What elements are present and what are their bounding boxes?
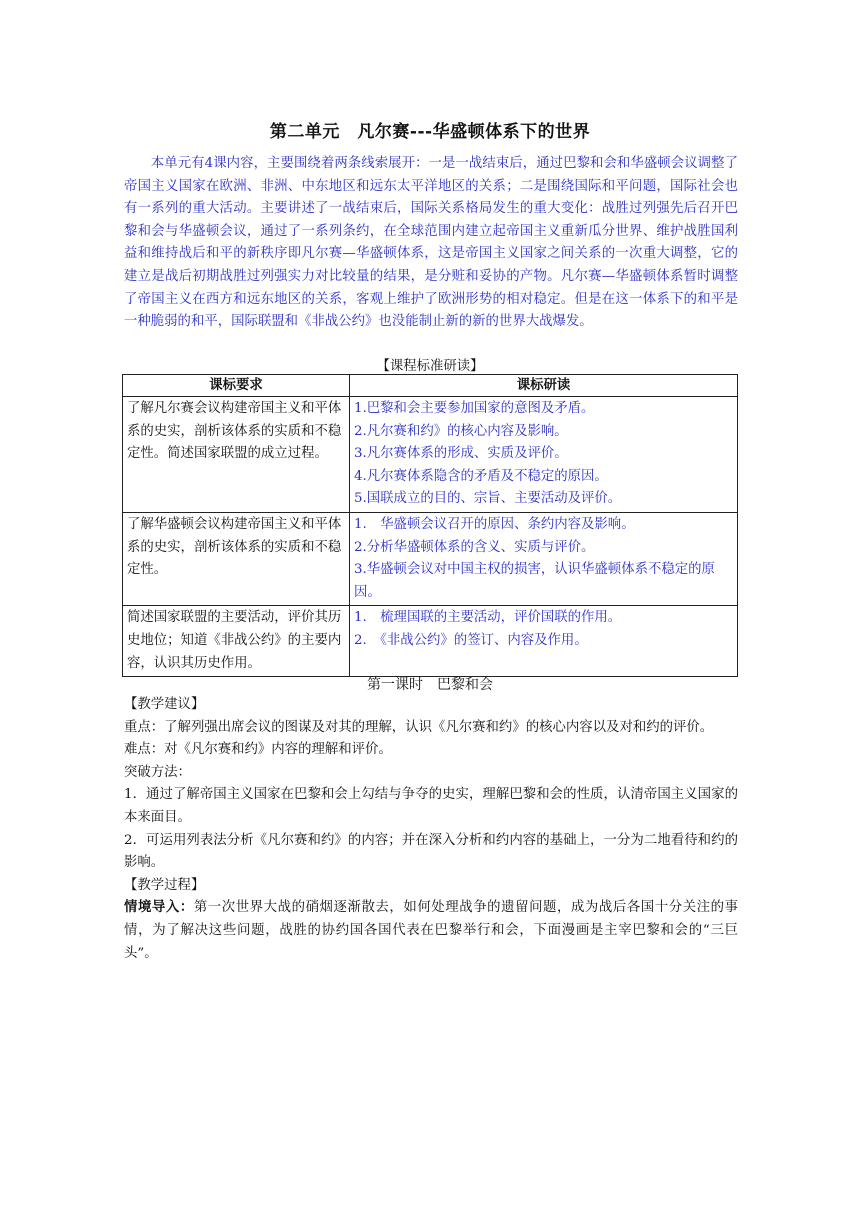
study-item: 1. 华盛顿会议召开的原因、条约内容及影响。 (354, 516, 635, 532)
study-item: 1. 梳理国联的主要活动，评价国联的作用。 (354, 610, 622, 626)
unit-introduction: 本单元有4课内容，主要围绕着两条线索展开：一是一战结束后，通过巴黎和会和华盛顿会议调整了帝国主义国家在欧洲、非洲、中东地区和远东太平洋地区的关系；二是围绕国际和平问题，国际社会也有一系列的重大活动。主要讲述了一战结束后，国际关系格局发生的重大变化：战胜过列强先后召开巴黎和会与华盛顿会议，通过了一系列条约，在全球范围内建立起帝国主义重新瓜分世界、维护战胜国利益和维持战后和平的新秩序即凡尔赛—华盛顿体系，这是帝国主义国家之间关系的一次重大调整，它的建立是战后初期战胜过列强实力对比较量的结果，是分赃和妥协的产物。凡尔赛—华盛顿体系暂时调整了帝国主义在西方和远东地区的关系，客观上维护了欧洲形势的相对稳定。但是在这一体系下的和平是一种脆弱的和平，国际联盟和《非战公约》也没能制止新的新的世界大战爆发。 (124, 156, 738, 330)
study-item: 2.凡尔赛和约》的核心内容及影响。 (354, 423, 568, 439)
method-heading: 突破方法： (124, 764, 191, 780)
method-item: 1．通过了解帝国主义国家在巴黎和会上勾结与争夺的史实，理解巴黎和会的性质，认清帝国主义国家的本来面目。 (124, 787, 738, 825)
study-item: 1.巴黎和会主要参加国家的意图及矛盾。 (354, 401, 595, 416)
table-row (123, 397, 738, 513)
lesson-body (124, 694, 738, 965)
study-item: 3.凡尔赛体系的形成、实质及评价。 (354, 446, 568, 462)
study-item: 2.分析华盛顿体系的含义、实质与评价。 (354, 539, 595, 555)
lesson-title: 第一课时 巴黎和会 (367, 677, 493, 693)
advice-heading: 【教学建议】 (124, 697, 205, 712)
study-item: 4.凡尔赛体系隐含的矛盾及不稳定的原因。 (354, 468, 608, 484)
table-row (123, 512, 738, 605)
study-cell (350, 606, 738, 677)
method-item: 2．可运用列表法分析《凡尔赛和约》的内容；并在深入分析和约内容的基础上，一分为二地看待和约的影响。 (124, 832, 738, 871)
difficulty: 难点：对《凡尔赛和约》内容的理解和评价。 (124, 742, 392, 758)
study-item: 5.国联成立的目的、宗旨、主要活动及评价。 (354, 491, 622, 507)
study-item: 3.华盛顿会议对中国主权的损害，认识华盛顿体系不稳定的原因。 (354, 562, 715, 600)
table-row (123, 606, 738, 677)
scenario-intro (124, 897, 738, 965)
scenario-intro-label: 情境导入： (124, 900, 194, 916)
study-item: 2. 《非战公约》的签订、内容及作用。 (354, 632, 588, 648)
standards-table (122, 374, 738, 677)
requirement-cell: 了解华盛顿会议构建帝国主义和平体系的史实，剖析该体系的实质和不稳定性。 (123, 512, 350, 605)
column-header-study: 课标研读 (350, 375, 738, 397)
study-cell (350, 397, 738, 513)
scenario-intro-text: 第一次世界大战的硝烟逐渐散去，如何处理战争的遗留问题，成为战后各国十分关注的事情，为了解决这些问题，战胜的协约国各国代表在巴黎举行和会，下面漫画是主宰巴黎和会的“三巨头”。 (124, 900, 739, 961)
requirement-cell: 了解凡尔赛会议构建帝国主义和平体系的史实，剖析该体系的实质和不稳定性。简述国家联盟的成立过程。 (123, 397, 350, 513)
table-header-row (123, 375, 738, 397)
key-point: 重点：了解列强出席会议的图谋及对其的理解，认识《凡尔赛和约》的核心内容以及对和约的评价。 (124, 719, 714, 735)
column-header-requirement: 课标要求 (123, 375, 350, 397)
standards-heading: 【课程标准研读】 (376, 359, 484, 374)
requirement-cell: 简述国家联盟的主要活动，评价其历史地位；知道《非战公约》的主要内容，认识其历史作用。 (123, 606, 350, 677)
study-cell (350, 512, 738, 605)
process-heading: 【教学过程】 (124, 877, 205, 893)
unit-title: 第二单元 凡尔赛---华盛顿体系下的世界 (269, 122, 591, 142)
